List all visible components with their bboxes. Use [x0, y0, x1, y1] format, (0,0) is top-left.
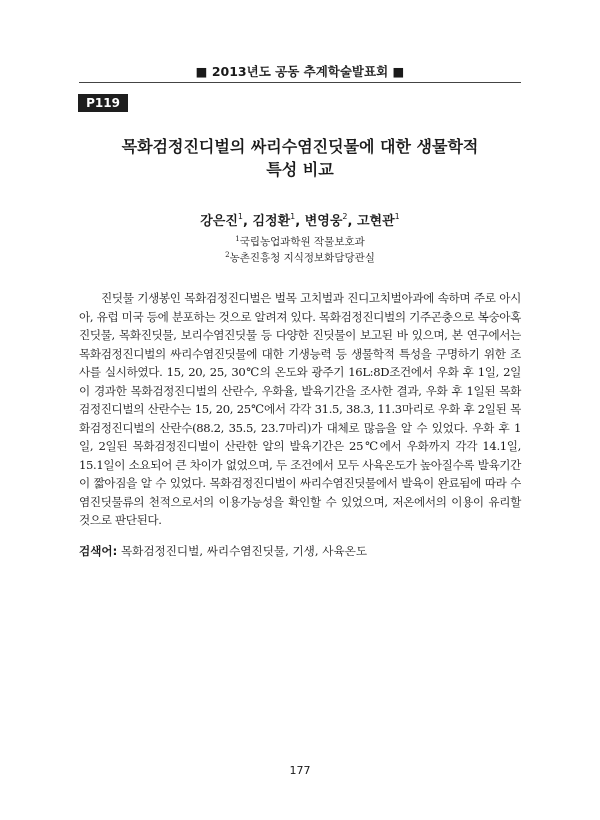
author-affil-mark: 1	[237, 212, 244, 221]
affiliation-mark: 2	[225, 251, 230, 259]
affiliation-text: 국립농업과학원 작물보호과	[239, 236, 365, 248]
author-affil-mark: 2	[342, 212, 348, 221]
poster-code-badge: P119	[78, 94, 128, 112]
affiliation-2	[0, 250, 600, 265]
author-affil-mark: 1	[290, 212, 296, 221]
author-affil-mark: 1	[394, 212, 400, 221]
author-name: 고현관	[356, 214, 395, 229]
keywords	[79, 543, 521, 559]
paper-title	[60, 135, 540, 181]
page-number: 177	[289, 764, 311, 777]
title-line-1: 목화검정진디벌의 싸리수염진딧물에 대한 생물학적	[121, 137, 479, 156]
title-line-2: 특성 비교	[266, 160, 334, 179]
affiliation-mark: 1	[235, 235, 240, 243]
author-name: 강은진	[200, 214, 238, 229]
author-name: 변영웅	[304, 214, 343, 229]
author-list: 강은진$^1$, 김정환$^1$, 변영웅$^2$, 고현관$^1$	[200, 212, 400, 229]
affiliation-1	[0, 234, 600, 249]
proceedings-header: ■ 2013년도 공동 추계학술발표회 ■	[195, 64, 405, 79]
keywords-text: 목화검정진디벌, 싸리수염진딧물, 기생, 사육온도	[120, 544, 368, 558]
keywords-label: 검색어:	[79, 544, 118, 558]
author-name: 김정환	[252, 214, 291, 229]
header-divider	[79, 82, 521, 83]
affiliation-text: 농촌진흥청 지식정보화담당관실	[229, 252, 375, 264]
abstract-body: 진딧물 기생봉인 목화검정진디벌은 벌목 고치벌과 진디고치벌아과에 속하며 주로 아시아, 유럽 미국 등에 분포하는 것으로 알려져 있다. 목화검정진디벌의 기주곤충으로 복숭아혹진딧물, 목화진딧물, 보리수염진딧물 등 다양한 진딧물이 보고된 바 있으며, 본 연구에서는 목화검정진디벌의 싸리수염진딧물에 대한 기생능력 등 생물학적 특성을 구명하기 위한 조사를 실시하였다. 15, 20, 25, 30℃의 온도와 광주기 16L:8D조건에서 우화 후 1일, 2일 이 경과한 목화검정진디벌의 산란수, 우화율, 발육기간을 조사한 결과, 우화 후 1일된 목화검정진디벌의 산란수는 15, 20, 25℃에서 각각 31.5, 38.3, 11.3마리로 우화 후 2일된 목화검정진디벌의 산란수(88.2, 35.5, 23.7마리)가 대체로 많음을 알 수 있었다. 우화 후 1일, 2일된 목화검정진디벌이 산란한 알의 발육기간은 25℃에서 우화까지 각각 14.1일, 15.1일이 소요되어 큰 차이가 없었으며, 두 조건에서 모두 사육온도가 높아질수록 발육기간이 짧아짐을 알 수 있었다. 목화검정진디벌이 싸리수염진딧물에서 발육이 완료됨에 따라 수염진딧물류의 천적으로서의 이용가능성을 확인할 수 있었으며, 저온에서의 이용이 유리할 것으로 판단된다.	[79, 291, 521, 527]
